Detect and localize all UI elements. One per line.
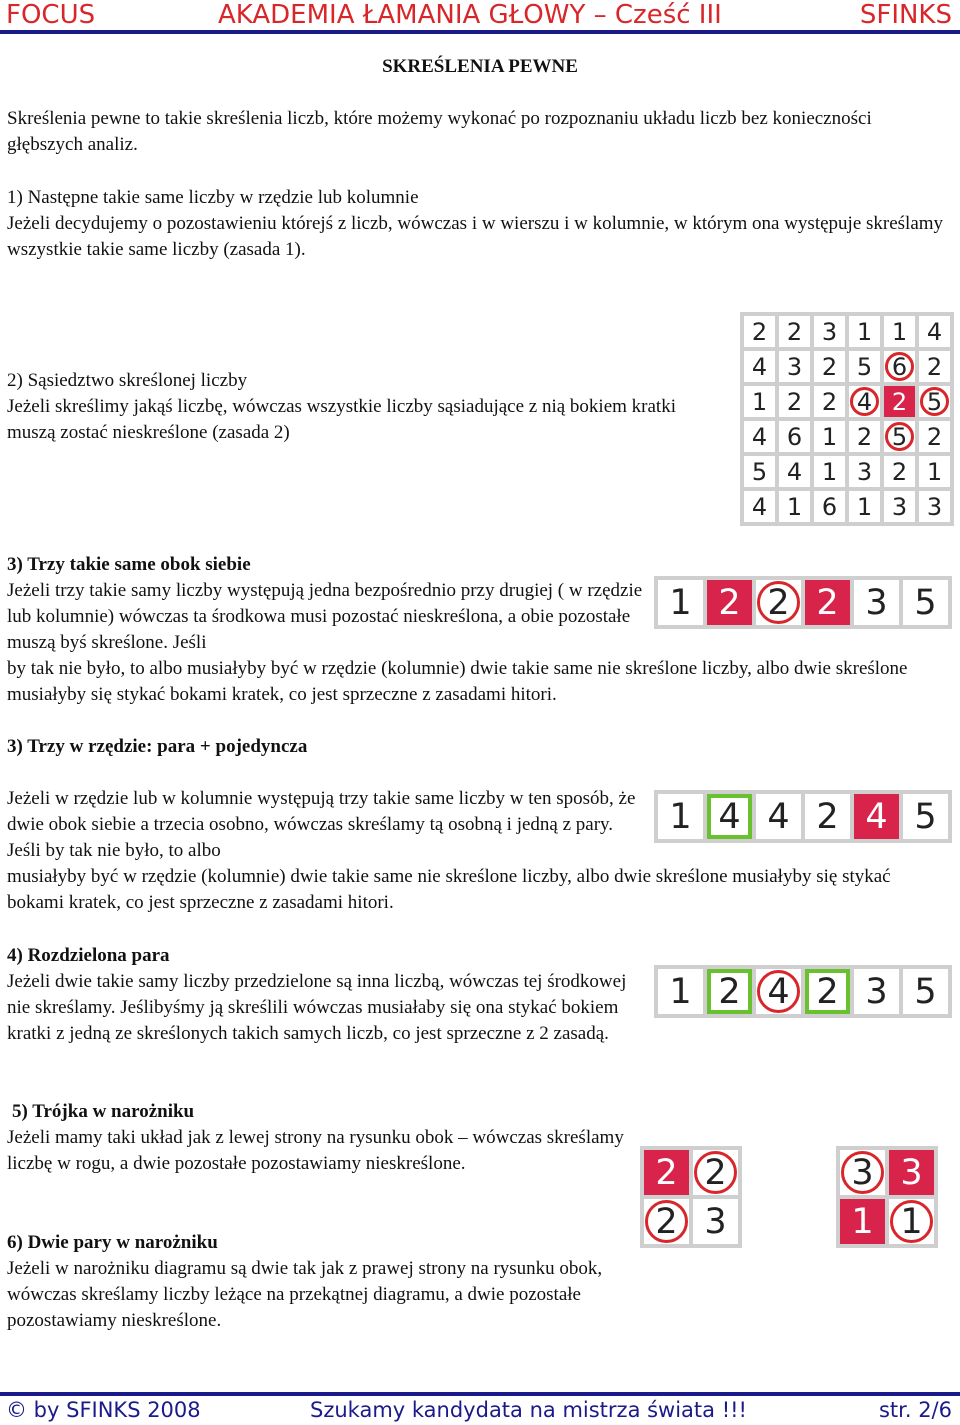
grid-cell: 2: [849, 421, 880, 452]
footer-left: © by SFINKS 2008: [6, 1398, 201, 1422]
grid-cell: 5: [903, 580, 948, 625]
grid-cell: 3: [693, 1199, 738, 1244]
grid-cell: 5: [903, 969, 948, 1014]
grid-cell: 4: [756, 794, 801, 839]
footer-rule: [0, 1392, 960, 1396]
footer-right: str. 2/6: [878, 1398, 952, 1422]
grid-cell: 2: [919, 421, 950, 452]
grid-cell: 4: [919, 316, 950, 347]
grid-cell: 4: [744, 421, 775, 452]
grid-cell: 3: [840, 1150, 885, 1195]
grid-cell: 2: [884, 386, 915, 417]
grid-cell: 2: [814, 386, 845, 417]
grid-cell: 1: [889, 1199, 934, 1244]
grid-cell: 1: [919, 456, 950, 487]
section5-body: Jeżeli mamy taki układ jak z lewej strony na rysunku obok – wówczas skreślamy liczbę w rogu, a dwie pozostałe pozostawiamy nieskreślone.: [7, 1127, 624, 1174]
grid-cell: 1: [779, 491, 810, 522]
section3-heading: 3) Trzy takie same obok siebie: [7, 554, 251, 575]
header-center: AKADEMIA ŁAMANIA GŁOWY – Cześć III: [218, 0, 722, 30]
grid-cell: 4: [849, 386, 880, 417]
grid-cell: 1: [658, 969, 703, 1014]
grid-cell: 2: [756, 580, 801, 625]
grid-cell: 3: [814, 316, 845, 347]
page-header: [0, 0, 960, 32]
grid-cell: 1: [814, 456, 845, 487]
grid-cell: 2: [707, 580, 752, 625]
grid-cell: 2: [744, 316, 775, 347]
grid-cell: 3: [919, 491, 950, 522]
grid-cell: 1: [849, 316, 880, 347]
grid-cell: 6: [779, 421, 810, 452]
grid-cell: 2: [693, 1150, 738, 1195]
header-left: FOCUS: [6, 0, 96, 30]
grid-cell: 2: [805, 969, 850, 1014]
section3-body: Jeżeli trzy takie samy liczby występują jedna bezpośrednio przy drugiej ( w rzędzie lub kolumnie) wówczas ta środkowa musi pozostać nieskreślona, a obie pozostałe muszą byś skreślone. Jeśli: [7, 580, 643, 653]
hitori-grid-6x6: [740, 312, 954, 526]
grid-cell: 3: [849, 456, 880, 487]
grid-cell: 2: [644, 1199, 689, 1244]
grid-cell: 4: [779, 456, 810, 487]
grid-cell: 4: [854, 794, 899, 839]
grid-cell: 3: [779, 351, 810, 382]
grid-cell: 4: [756, 969, 801, 1014]
intro-text: Skreślenia pewne to takie skreślenia liczb, które możemy wykonać po rozpoznaniu układu liczb bez konieczności głębszych analiz.: [7, 108, 872, 155]
grid-cell: 6: [814, 491, 845, 522]
grid-cell: 1: [884, 316, 915, 347]
row-three-same: [654, 576, 952, 629]
grid-cell: 4: [707, 794, 752, 839]
grid-cell: 3: [854, 969, 899, 1014]
grid-cell: 2: [919, 351, 950, 382]
grid-cell: 5: [903, 794, 948, 839]
section6-body: Jeżeli w narożniku diagramu są dwie tak jak z prawej strony na rysunku obok, wówczas skreślamy liczby leżące na przekątnej diagramu, a dwie pozostałe pozostawiamy nieskreślone.: [7, 1258, 603, 1331]
section2-heading: 2) Sąsiedztwo skreślonej liczby: [7, 370, 248, 391]
corner-pairs-grid: [836, 1146, 938, 1248]
grid-cell: 1: [658, 580, 703, 625]
section1-body: Jeżeli decydujemy o pozostawieniu którejś z liczb, wówczas i w wierszu i w kolumnie, w którym ona występuje skreślamy wszystkie takie same liczby (zasada 1).: [7, 213, 944, 260]
section1-heading: 1) Następne takie same liczby w rzędzie lub kolumnie: [7, 187, 419, 208]
section3b-body-cont: musiałyby być w rzędzie (kolumnie) dwie takie same nie skreślone liczby, albo dwie skreślone musiałyby się stykać bokami kratek, co jest sprzeczne z zasadami hitori.: [7, 866, 891, 913]
grid-cell: 5: [849, 351, 880, 382]
grid-cell: 5: [919, 386, 950, 417]
grid-cell: 1: [814, 421, 845, 452]
grid-cell: 3: [889, 1150, 934, 1195]
footer-center: Szukamy kandydata na mistrza świata !!!: [310, 1398, 747, 1422]
section3-body-cont: by tak nie było, to albo musiałyby być w rzędzie (kolumnie) dwie takie same nie skreślone liczby, albo dwie skreślone musiałyby się stykać bokami kratek, co jest sprzeczne z zasadami hitori.: [7, 658, 908, 705]
row-pair-single: [654, 790, 952, 843]
section4-heading: 4) Rozdzielona para: [7, 945, 170, 966]
page-title: SKREŚLENIA PEWNE: [382, 56, 578, 77]
header-right: SFINKS: [859, 0, 952, 30]
grid-cell: 1: [744, 386, 775, 417]
section6-heading: 6) Dwie pary w narożniku: [7, 1232, 218, 1253]
grid-cell: 5: [744, 456, 775, 487]
grid-cell: 2: [805, 794, 850, 839]
section3b-body: Jeżeli w rzędzie lub w kolumnie występują trzy takie same liczby w ten sposób, że dwie obok siebie a trzecia osobno, wówczas skreślamy tą osobną i jedną z pary. Jeśli by tak nie było, to albo: [7, 788, 636, 861]
grid-cell: 1: [840, 1199, 885, 1244]
section3b-heading: 3) Trzy w rzędzie: para + pojedyncza: [7, 736, 308, 757]
section2-body: Jeżeli skreślimy jakąś liczbę, wówczas wszystkie liczby sąsiadujące z nią bokiem kratki muszą zostać nieskreślone (zasada 2): [7, 396, 676, 443]
grid-cell: 2: [805, 580, 850, 625]
grid-cell: 5: [884, 421, 915, 452]
grid-cell: 2: [814, 351, 845, 382]
grid-cell: 2: [884, 456, 915, 487]
grid-cell: 6: [884, 351, 915, 382]
header-rule: [0, 30, 960, 34]
grid-cell: 2: [779, 316, 810, 347]
grid-cell: 2: [779, 386, 810, 417]
grid-cell: 2: [707, 969, 752, 1014]
grid-cell: 3: [854, 580, 899, 625]
grid-cell: 2: [644, 1150, 689, 1195]
grid-cell: 1: [849, 491, 880, 522]
row-split-pair: [654, 965, 952, 1018]
corner-three-grid: [640, 1146, 742, 1248]
grid-cell: 4: [744, 491, 775, 522]
grid-cell: 1: [658, 794, 703, 839]
grid-cell: 4: [744, 351, 775, 382]
section5-heading: 5) Trójka w narożniku: [12, 1101, 195, 1122]
grid-cell: 3: [884, 491, 915, 522]
section4-body: Jeżeli dwie takie samy liczby przedzielone są inna liczbą, wówczas tej środkowej nie skreślamy. Jeślibyśmy ją skreślili wówczas musiałaby się ona stykać bokiem kratki z jedną ze skreślonych takich samych liczb, co jest sprzeczne z 2 zasadą.: [7, 971, 627, 1044]
